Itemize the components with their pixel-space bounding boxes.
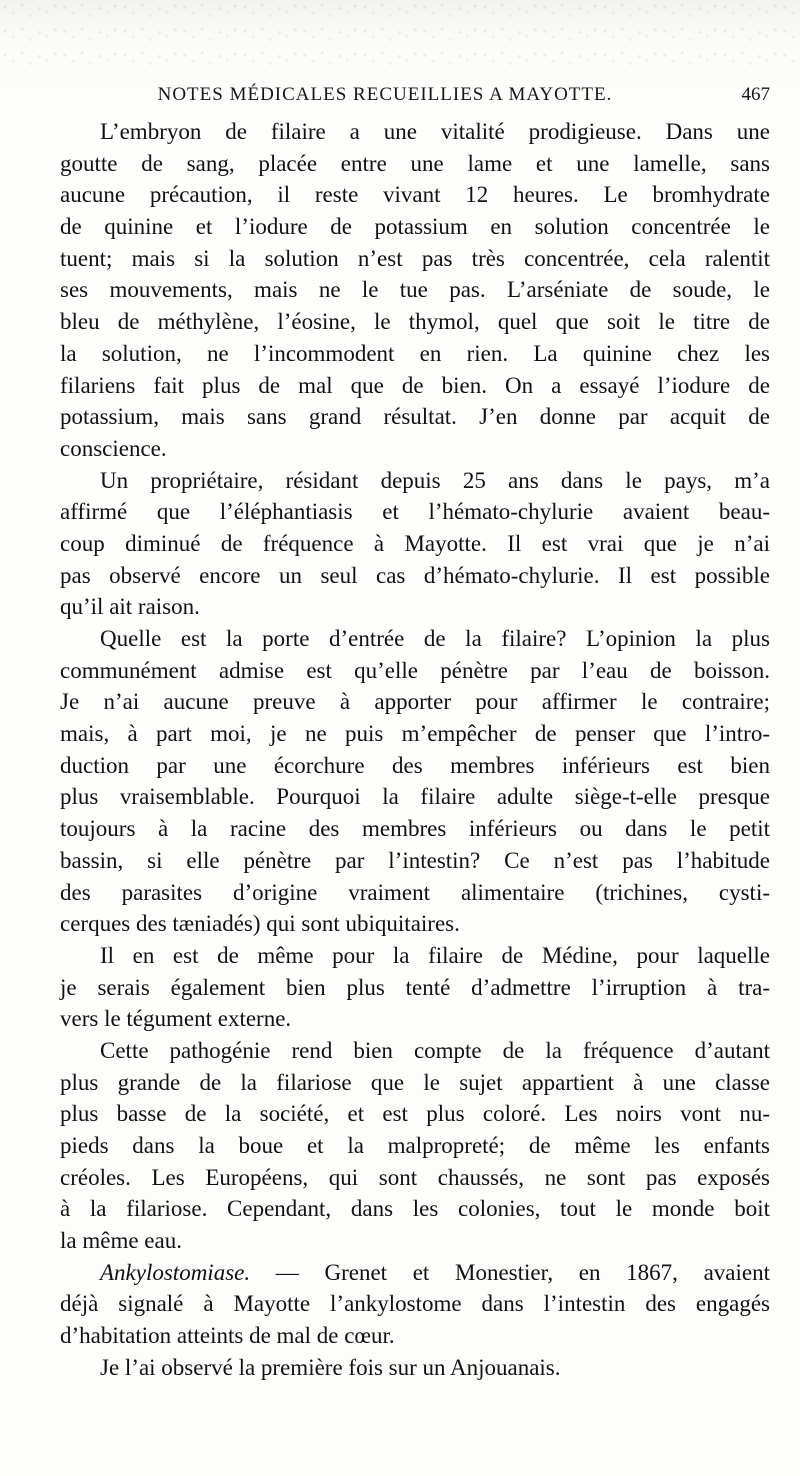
text-line: toujours à la racine des membres inférieurs ou dans le petit [60, 816, 770, 842]
text-line: cerques des tæniadés) qui sont ubiquitaires. [60, 911, 460, 937]
paragraph-7 [60, 1352, 770, 1384]
text-line: Je n’ai aucune preuve à apporter pour affirmer le contraire; [60, 689, 770, 715]
text-line: qu’il ait raison. [60, 594, 200, 620]
paragraph-6 [60, 1257, 770, 1352]
text-run: — Grenet et Monestier, en 1867, avaient [250, 1259, 770, 1285]
text-line: bleu de méthylène, l’éosine, le thymol, quel que soit le titre de [60, 309, 770, 335]
text-line: vers le tégument externe. [60, 1006, 292, 1032]
text-line: affirmé que l’éléphantiasis et l’hémato-chylurie avaient beau- [60, 499, 770, 525]
text-line: conscience. [60, 435, 167, 461]
body-text [60, 116, 770, 1384]
text-line: mais, à part moi, je ne puis m’empêcher de penser que l’intro- [60, 721, 770, 747]
paragraph-2 [60, 465, 770, 623]
text-line: déjà signalé à Mayotte l’ankylostome dans l’intestin des engagés [60, 1291, 770, 1317]
running-head [60, 84, 770, 114]
running-title: NOTES MÉDICALES RECUEILLIES A MAYOTTE. [157, 84, 613, 105]
paragraph-3 [60, 623, 770, 940]
text-line: goutte de sang, placée entre une lame et une lamelle, sans [60, 150, 770, 176]
text-line: communément admise est qu’elle pénètre par l’eau de boisson. [60, 657, 770, 683]
text-line: pieds dans la boue et la malpropreté; de même les enfants [60, 1133, 770, 1158]
paragraph-1 [60, 116, 770, 465]
text-line: Je l’ai observé la première fois sur un Anjouanais. [100, 1354, 561, 1380]
text-line: potassium, mais sans grand résultat. J’en donne par acquit de [60, 404, 770, 430]
text-line: plus vraisemblable. Pourquoi la filaire adulte siège-t-elle presque [60, 784, 770, 810]
text-line: coup diminué de fréquence à Mayotte. Il est vrai que je n’ai [60, 530, 770, 556]
text-line: à la filariose. Cependant, dans les colonies, tout le monde boit [60, 1196, 770, 1222]
section-heading-ankylostomiase: Ankylostomiase. [100, 1259, 251, 1285]
text-line: plus grande de la filariose que le sujet appartient à une classe [60, 1069, 770, 1095]
text-line: Cette pathogénie rend bien compte de la fréquence d’autant [100, 1037, 770, 1063]
paragraph-4 [60, 940, 770, 1035]
text-line: bassin, si elle pénètre par l’intestin? Ce n’est pas l’habitude [60, 847, 770, 873]
text-line: de quinine et l’iodure de potassium en solution concentrée le [60, 214, 770, 240]
text-line: la solution, ne l’incommodent en rien. La quinine chez les [60, 340, 770, 366]
paragraph-5 [60, 1035, 770, 1257]
scan-noise [0, 0, 800, 70]
text-line: tuent; mais si la solution n’est pas très concentrée, cela ralentit [60, 245, 770, 271]
text-line: je serais également bien plus tenté d’admettre l’irruption à tra- [60, 974, 770, 1000]
text-line [60, 1257, 770, 1289]
text-line: pas observé encore un seul cas d’hémato-chylurie. Il est possible [60, 562, 770, 588]
text-line: Il en est de même pour la filaire de Médine, pour laquelle [100, 942, 770, 968]
text-line: plus basse de la société, et est plus coloré. Les noirs vont nu- [60, 1101, 770, 1127]
page-number: 467 [741, 84, 770, 105]
text-line: Quelle est la porte d’entrée de la filaire? L’opinion la plus [100, 626, 770, 651]
text-line: Un propriétaire, résidant depuis 25 ans dans le pays, m’a [100, 467, 770, 493]
text-line: la même eau. [60, 1228, 182, 1254]
text-line: duction par une écorchure des membres inférieurs est bien [60, 752, 770, 778]
text-line: d’habitation atteints de mal de cœur. [60, 1323, 395, 1349]
text-line: ses mouvements, mais ne le tue pas. L’arséniate de soude, le [60, 277, 770, 303]
text-line: L’embryon de filaire a une vitalité prodigieuse. Dans une [100, 119, 770, 144]
text-line: aucune précaution, il reste vivant 12 heures. Le bromhydrate [60, 182, 770, 208]
text-line: des parasites d’origine vraiment alimentaire (trichines, cysti- [60, 879, 770, 905]
text-line: créoles. Les Européens, qui sont chaussés, ne sont pas exposés [60, 1164, 770, 1190]
text-line: filariens fait plus de mal que de bien. On a essayé l’iodure de [60, 372, 770, 398]
